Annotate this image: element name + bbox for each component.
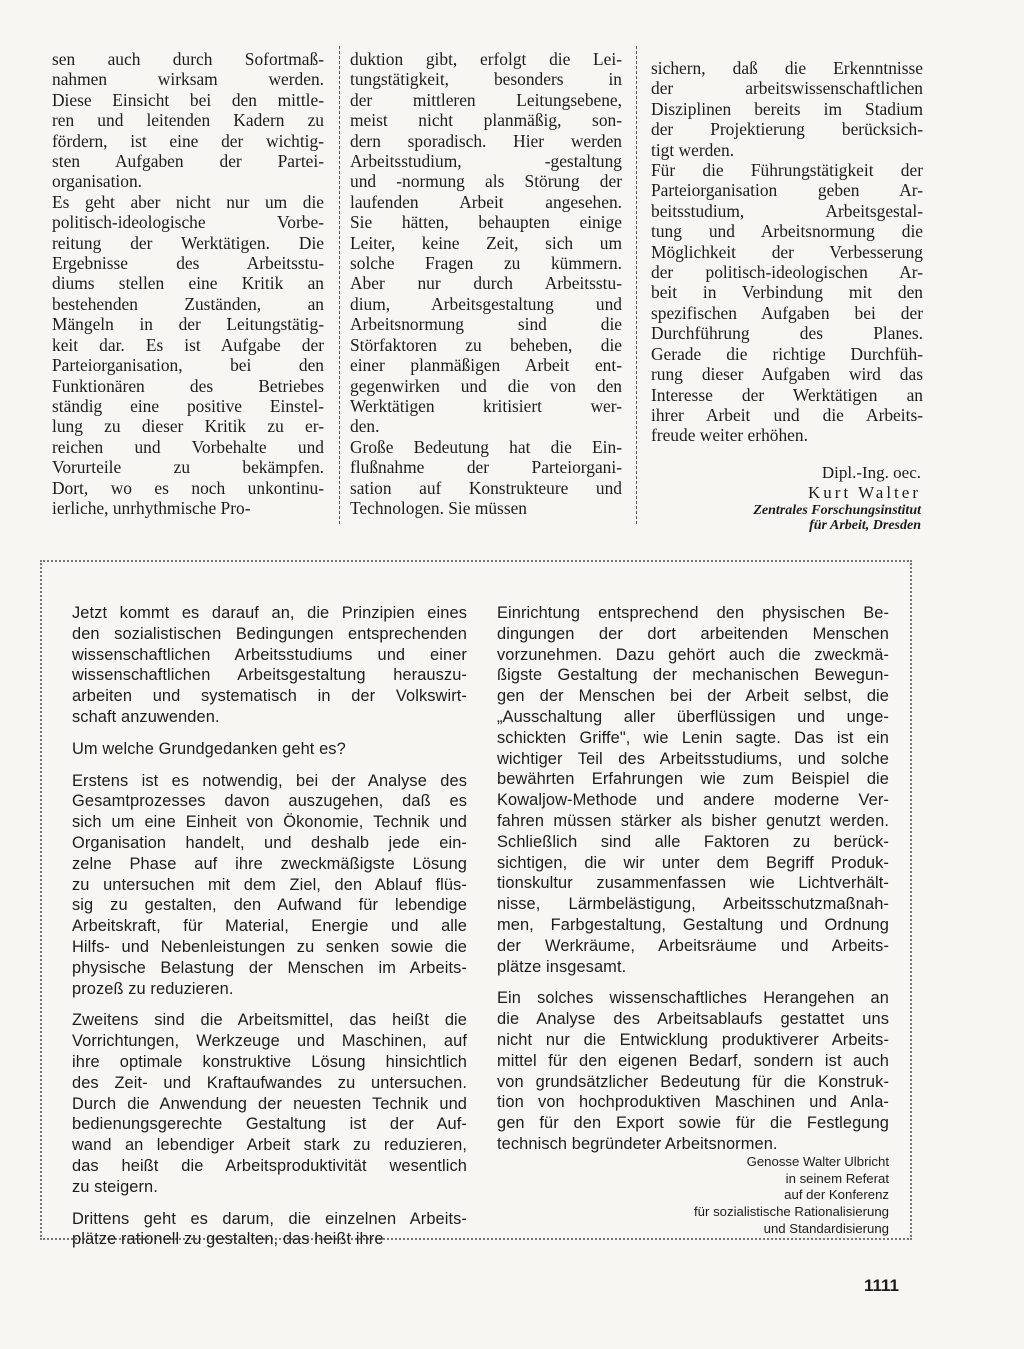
text-line: Arbeitsstudium, -gestaltung [350,151,622,172]
text-line: dern sporadisch. Hier werden [350,130,622,151]
text-line: keit dar. Es ist Aufgabe der [52,334,324,355]
text-line: ßigste Gestaltung der mechanischen Bewegun- [497,666,889,685]
text-line: tung und Arbeitsnormung die [651,221,923,242]
quote-paragraph [72,739,467,760]
text-line: Dort, wo es noch unkontinu- [52,477,324,498]
text-line: dingungen der dort arbeitenden Menschen [497,624,889,643]
text-line: wissenschaftlichen Arbeitsgestaltung herauszu- [72,666,467,685]
text-line: Sie hätten, behaupten einige [350,212,622,233]
text-line: sten Aufgaben der Partei- [52,151,324,172]
text-line: Funktionären des Betriebes [52,375,324,396]
text-line: Kowaljow-Methode und andere moderne Ver- [497,791,889,810]
quote-paragraph [72,1010,467,1197]
text-line: reitung der Werktätigen. Die [52,232,324,253]
text-line: Schließlich sind alle Faktoren zu berück- [497,832,889,851]
text-line: „Ausschaltung aller überflüssigen und unge- [497,707,889,726]
text-line: den. [350,416,380,437]
signature-line: und Standardisierung [763,1220,889,1236]
page-number: 1111 [864,1276,900,1295]
text-line: sichern, daß die Erkenntnisse [651,58,923,78]
article-column-2 [350,49,622,518]
text-line: beitsstudium, Arbeitsgestal- [651,200,923,221]
quote-column-right [497,603,889,1166]
text-line: freude weiter erhöhen. [651,425,808,446]
text-line: spezifischen Aufgaben bei der [651,302,923,323]
text-line: laufenden Arbeit angesehen. [350,191,622,212]
text-line: plätze rationell zu gestalten, das heißt ihre [72,1230,384,1249]
text-line: Möglichkeit der Verbesserung [651,241,923,262]
text-line: Störfaktoren zu beheben, die [350,334,622,355]
text-line: arbeiten und systematisch in der Volkswirt- [72,687,467,706]
text-line: lung zu dieser Kritik zu er- [52,416,324,437]
text-line: der Werkräume, Arbeitsräume und Arbeits- [497,936,889,955]
text-line: gen für den Export sowie für die Festlegung [497,1114,889,1133]
text-line: reichen und Vorbehalte und [52,436,324,457]
signature-line: Genosse Walter Ulbricht [746,1154,889,1169]
text-line: schaft anzuwenden. [72,707,220,726]
text-line: beit in Verbindung mit den [651,282,923,303]
text-line: wichtiger Teil des Arbeitsstudiums, und solche [497,749,889,768]
text-line: sich um eine Einheit von Ökonomie, Technik und [72,813,467,832]
text-line: der arbeitswissenschaftlichen [651,78,923,99]
text-line: gegenwirken und die von den [350,375,622,396]
text-line: Ergebnisse des Arbeitsstu- [52,253,324,274]
text-line: Arbeitsnormung sind die [350,314,622,335]
text-line: des Zeit- und Kraftaufwandes zu untersuchen. [72,1073,467,1092]
text-line: der Projektierung berücksich- [651,119,923,140]
text-line: Zweitens sind die Arbeitsmittel, das heißt die [72,1011,467,1030]
text-line: fahren müssen stärker als bisher genutzt werden. [497,811,889,830]
text-line: wissenschaftlichen Arbeitsstudiums und einer [72,645,467,664]
text-line: tionskultur zusammenfassen wie Lichtverhält- [497,874,889,893]
quote-paragraph [497,603,889,977]
text-line: bedienungsgerechte Gestaltung ist der Auf- [72,1115,467,1134]
text-line: Gerade die richtige Durchfüh- [651,343,923,364]
text-line: men, Farbgestaltung, Gestaltung und Ordnung [497,915,889,934]
text-line: ierliche, unrhythmische Pro- [52,497,251,518]
text-line: tigt werden. [651,139,735,160]
text-line: diums stellen eine Kritik an [52,273,324,294]
text-line: bewährten Erfahrungen wie zum Beispiel die [497,770,889,789]
text-line: Organisation handelt, und deshalb jede ein- [72,833,467,852]
text-line: Ein solches wissenschaftliches Herangehen an [497,989,889,1008]
text-line: bestehenden Zuständen, an [52,293,324,314]
text-line: wand an lebendiger Arbeit stark zu reduzieren, [72,1136,467,1155]
text-line: zu steigern. [72,1177,158,1196]
text-line: ren und leitenden Kadern zu [52,110,324,131]
text-line: ihre optimale konstruktive Lösung hinsichtlich [72,1052,467,1071]
article-column-1 [52,49,324,518]
signature-line: für sozialistische Rationalisierung [694,1204,889,1220]
text-line: das heißt die Arbeitsproduktivität wesentlich [72,1156,467,1175]
text-line: Große Bedeutung hat die Ein- [350,436,622,457]
text-line: rung dieser Aufgaben wird das [651,364,923,385]
text-line: sen auch durch Sofortmaß- [52,49,324,69]
text-line: technisch begründeter Arbeitsnormen. [497,1134,778,1153]
text-line: tion von hochproduktiven Maschinen und Anla- [497,1093,889,1112]
text-line: nahmen wirksam werden. [52,69,324,90]
text-line: Mängeln in der Leitungstätig- [52,314,324,335]
text-line: sation auf Konstrukteure und [350,477,622,498]
text-line: Durch die Anwendung der neuesten Technik und [72,1094,467,1113]
text-line: Interesse der Werktätigen an [651,384,923,405]
text-line: Vorrichtungen, Werkzeuge und Maschinen, auf [72,1032,467,1051]
quote-paragraph [72,603,467,728]
text-line: von grundsätzlicher Bedeutung für die Konstruk- [497,1072,889,1091]
text-line: politisch-ideologische Vorbe- [52,212,324,233]
quote-column-left [72,603,467,1261]
text-line: der mittleren Leitungsebene, [350,89,622,110]
text-line: Für die Führungstätigkeit der [651,160,923,181]
text-line: den sozialistischen Bedingungen entsprechenden [72,624,467,643]
signature-line: auf der Konferenz [784,1187,889,1203]
text-line: sig zu gestalten, den Aufwand für lebendige [72,896,467,915]
text-line: Erstens ist es notwendig, bei der Analyse des [72,771,467,790]
text-line: und -normung als Störung der [350,171,622,192]
text-line: dium, Arbeitsgestaltung und [350,293,622,314]
text-line: Aber nur durch Arbeitsstu- [350,273,622,294]
text-line: ihrer Arbeit und die Arbeits- [651,404,923,425]
text-line: duktion gibt, erfolgt die Lei- [350,49,622,69]
quote-paragraph [72,771,467,1000]
text-line: Werktätigen kritisiert wer- [350,395,622,416]
text-line: Um welche Grundgedanken geht es? [72,739,346,758]
text-line: mittel für den eigenen Bedarf, sondern ist auch [497,1051,889,1070]
text-line: ständig eine positive Einstel- [52,395,324,416]
text-line: Disziplinen bereits im Stadium [651,98,923,119]
text-line: der politisch-ideologischen Ar- [651,262,923,283]
text-line: Vorurteile zu bekämpfen. [52,457,324,478]
article-column-3 [651,58,923,446]
text-line: fördern, ist eine der wichtig- [52,130,324,151]
text-line: plätze insgesamt. [497,957,627,976]
text-line: tungstätigkeit, besonders in [350,69,622,90]
text-line: schickten Griffe", wie Lenin sagte. Das ist ein [497,728,889,747]
text-line: Es geht aber nicht nur um die [52,191,324,212]
text-line: Gesamtprozesses davon auszugehen, daß es [72,792,467,811]
text-line: zu untersuchen mit dem Ziel, den Ablauf flüs- [72,875,467,894]
text-line: solche Fragen zu kümmern. [350,253,622,274]
quote-signature [694,1154,889,1238]
text-line: einer planmäßigen Arbeit ent- [350,355,622,376]
author-title: Dipl.-Ing. oec. [821,463,921,482]
text-line: Arbeitskraft, für Material, Energie und alle [72,917,467,936]
author-institution-line-2: für Arbeit, Dresden [809,518,921,533]
text-line: sichtigen, die wir unter dem Begriff Produk- [497,853,889,872]
quote-paragraph [497,988,889,1154]
text-line: Parteiorganisation geben Ar- [651,180,923,201]
quote-paragraph [72,1209,467,1251]
signature-line: in seinem Referat [785,1170,889,1186]
text-line: flußnahme der Parteiorgani- [350,457,622,478]
text-line: Leiter, keine Zeit, sich um [350,232,622,253]
text-line: Parteiorganisation, bei den [52,355,324,376]
author-institution-line-1: Zentrales Forschungsinstitut [753,503,921,518]
text-line: Drittens geht es darum, die einzelnen Arbeits- [72,1209,467,1228]
author-name: Kurt Walter [808,483,921,502]
text-line: Hilfs- und Nebenleistungen zu senken sowie die [72,937,467,956]
text-line: meist nicht planmäßig, son- [350,110,622,131]
text-line: prozeß zu reduzieren. [72,979,234,998]
text-line: nisse, Lärmbelästigung, Arbeitsschutzmaßnah- [497,895,889,914]
text-line: gen der Menschen bei der Arbeit selbst, die [497,687,889,706]
text-line: physische Belastung der Menschen im Arbeits- [72,958,467,977]
text-line: vorzunehmen. Dazu gehört auch die zweckmä- [497,645,889,664]
column-divider-2 [636,46,637,524]
column-divider-1 [339,46,340,524]
text-line: Jetzt kommt es darauf an, die Prinzipien eines [72,604,467,622]
text-line: die Analyse des Arbeitsablaufs gestattet uns [497,1010,889,1029]
text-line: organisation. [52,171,143,192]
text-line: Technologen. Sie müssen [350,497,528,518]
text-line: Durchführung des Planes. [651,323,923,344]
text-line: nicht nur die Entwicklung produktiverer Arbeits- [497,1030,889,1049]
text-line: Einrichtung entsprechend den physischen Be- [497,604,889,622]
text-line: zelne Phase auf ihre zweckmäßigste Lösung [72,854,467,873]
text-line: Diese Einsicht bei den mittle- [52,89,324,110]
